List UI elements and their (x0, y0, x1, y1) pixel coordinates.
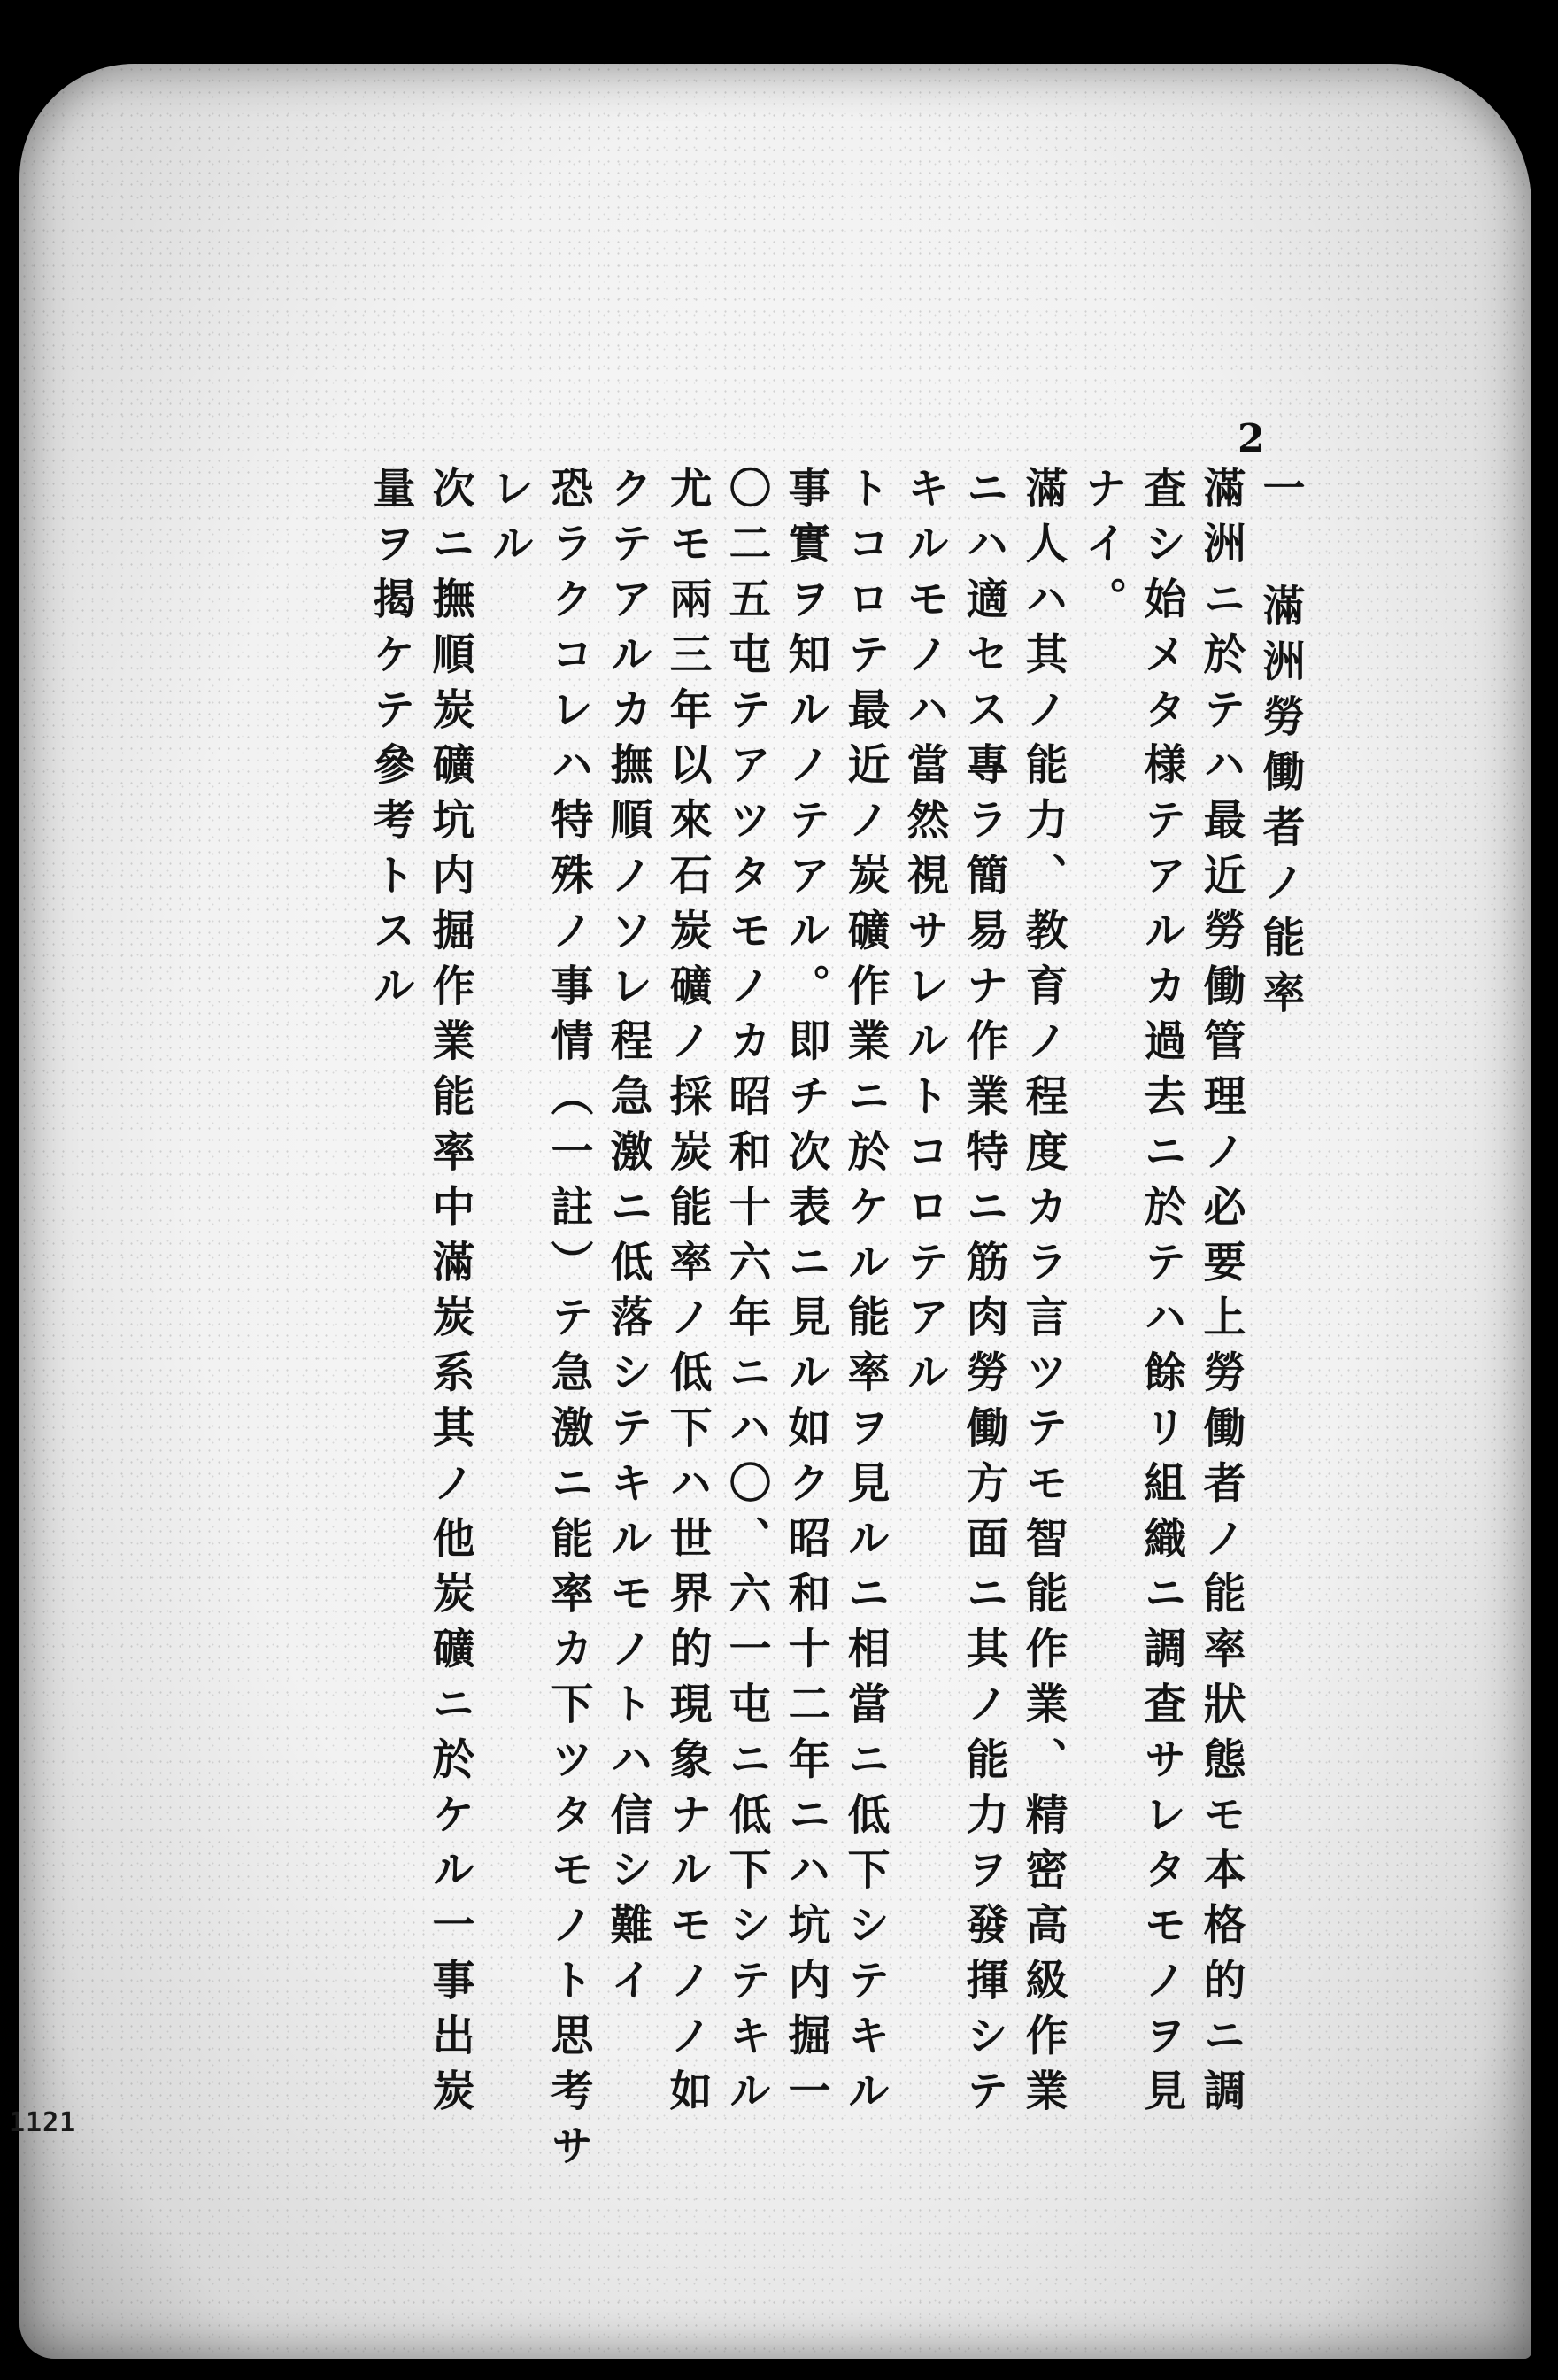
text-column: 滿人ハ其ノ能力、教育ノ程度カラ言ツテモ智能作業、精密高級作業 (1018, 466, 1068, 2123)
text-column: ニハ適セス專ラ簡易ナ作業特ニ筋肉勞働方面ニ其ノ能力ヲ發揮シテ (959, 466, 1008, 2123)
text-column: レル (484, 466, 534, 576)
text-column: 尤モ兩三年以來石炭礦ノ採炭能率ノ低下ハ世界的現象ナルモノノ如 (662, 466, 712, 2123)
page-number: 2 (1238, 416, 1265, 461)
text-column: 量ヲ揭ケテ參考トスル (366, 466, 415, 1018)
text-column: 滿洲ニ於テハ最近勞働管理ノ必要上勞働者ノ能率狀態モ本格的ニ調 (1196, 466, 1246, 2123)
text-column: クテアルカ撫順ノソレ程急激ニ低落シテキルモノトハ信シ難イ (603, 466, 652, 2013)
section-heading: 一 滿洲勞働者ノ能率 (1255, 466, 1305, 1025)
text-column: 事實ヲ知ルノテアル。即チ次表ニ見ル如ク昭和十二年ニハ坑内掘一 (781, 466, 830, 2123)
text-column: ナイ。 (1077, 466, 1127, 632)
text-column: 恐ラクコレハ特殊ノ事情（一註）テ急激ニ能率カ下ツタモノト思考サ (544, 466, 593, 2179)
text-column: トコロテ最近ノ炭礦作業ニ於ケル能率ヲ見ルニ相當ニ低下シテキル (840, 466, 890, 2123)
text-column: 査シ始メタ様テアルカ過去ニ於テハ餘リ組織ニ調査サレタモノヲ見 (1137, 466, 1186, 2123)
margin-mark: 1121 (9, 2107, 77, 2138)
text-column: 次ニ撫順炭礦坑内掘作業能率中滿炭系其ノ他炭礦ニ於ケル一事出炭 (425, 466, 474, 2123)
vertical-text-body (221, 466, 1305, 2219)
text-column: キルモノハ當然視サレルトコロテアル (899, 466, 949, 1405)
text-column: 〇二五屯テアツタモノカ昭和十六年ニハ〇、六一屯ニ低下シテキル (721, 466, 771, 2123)
